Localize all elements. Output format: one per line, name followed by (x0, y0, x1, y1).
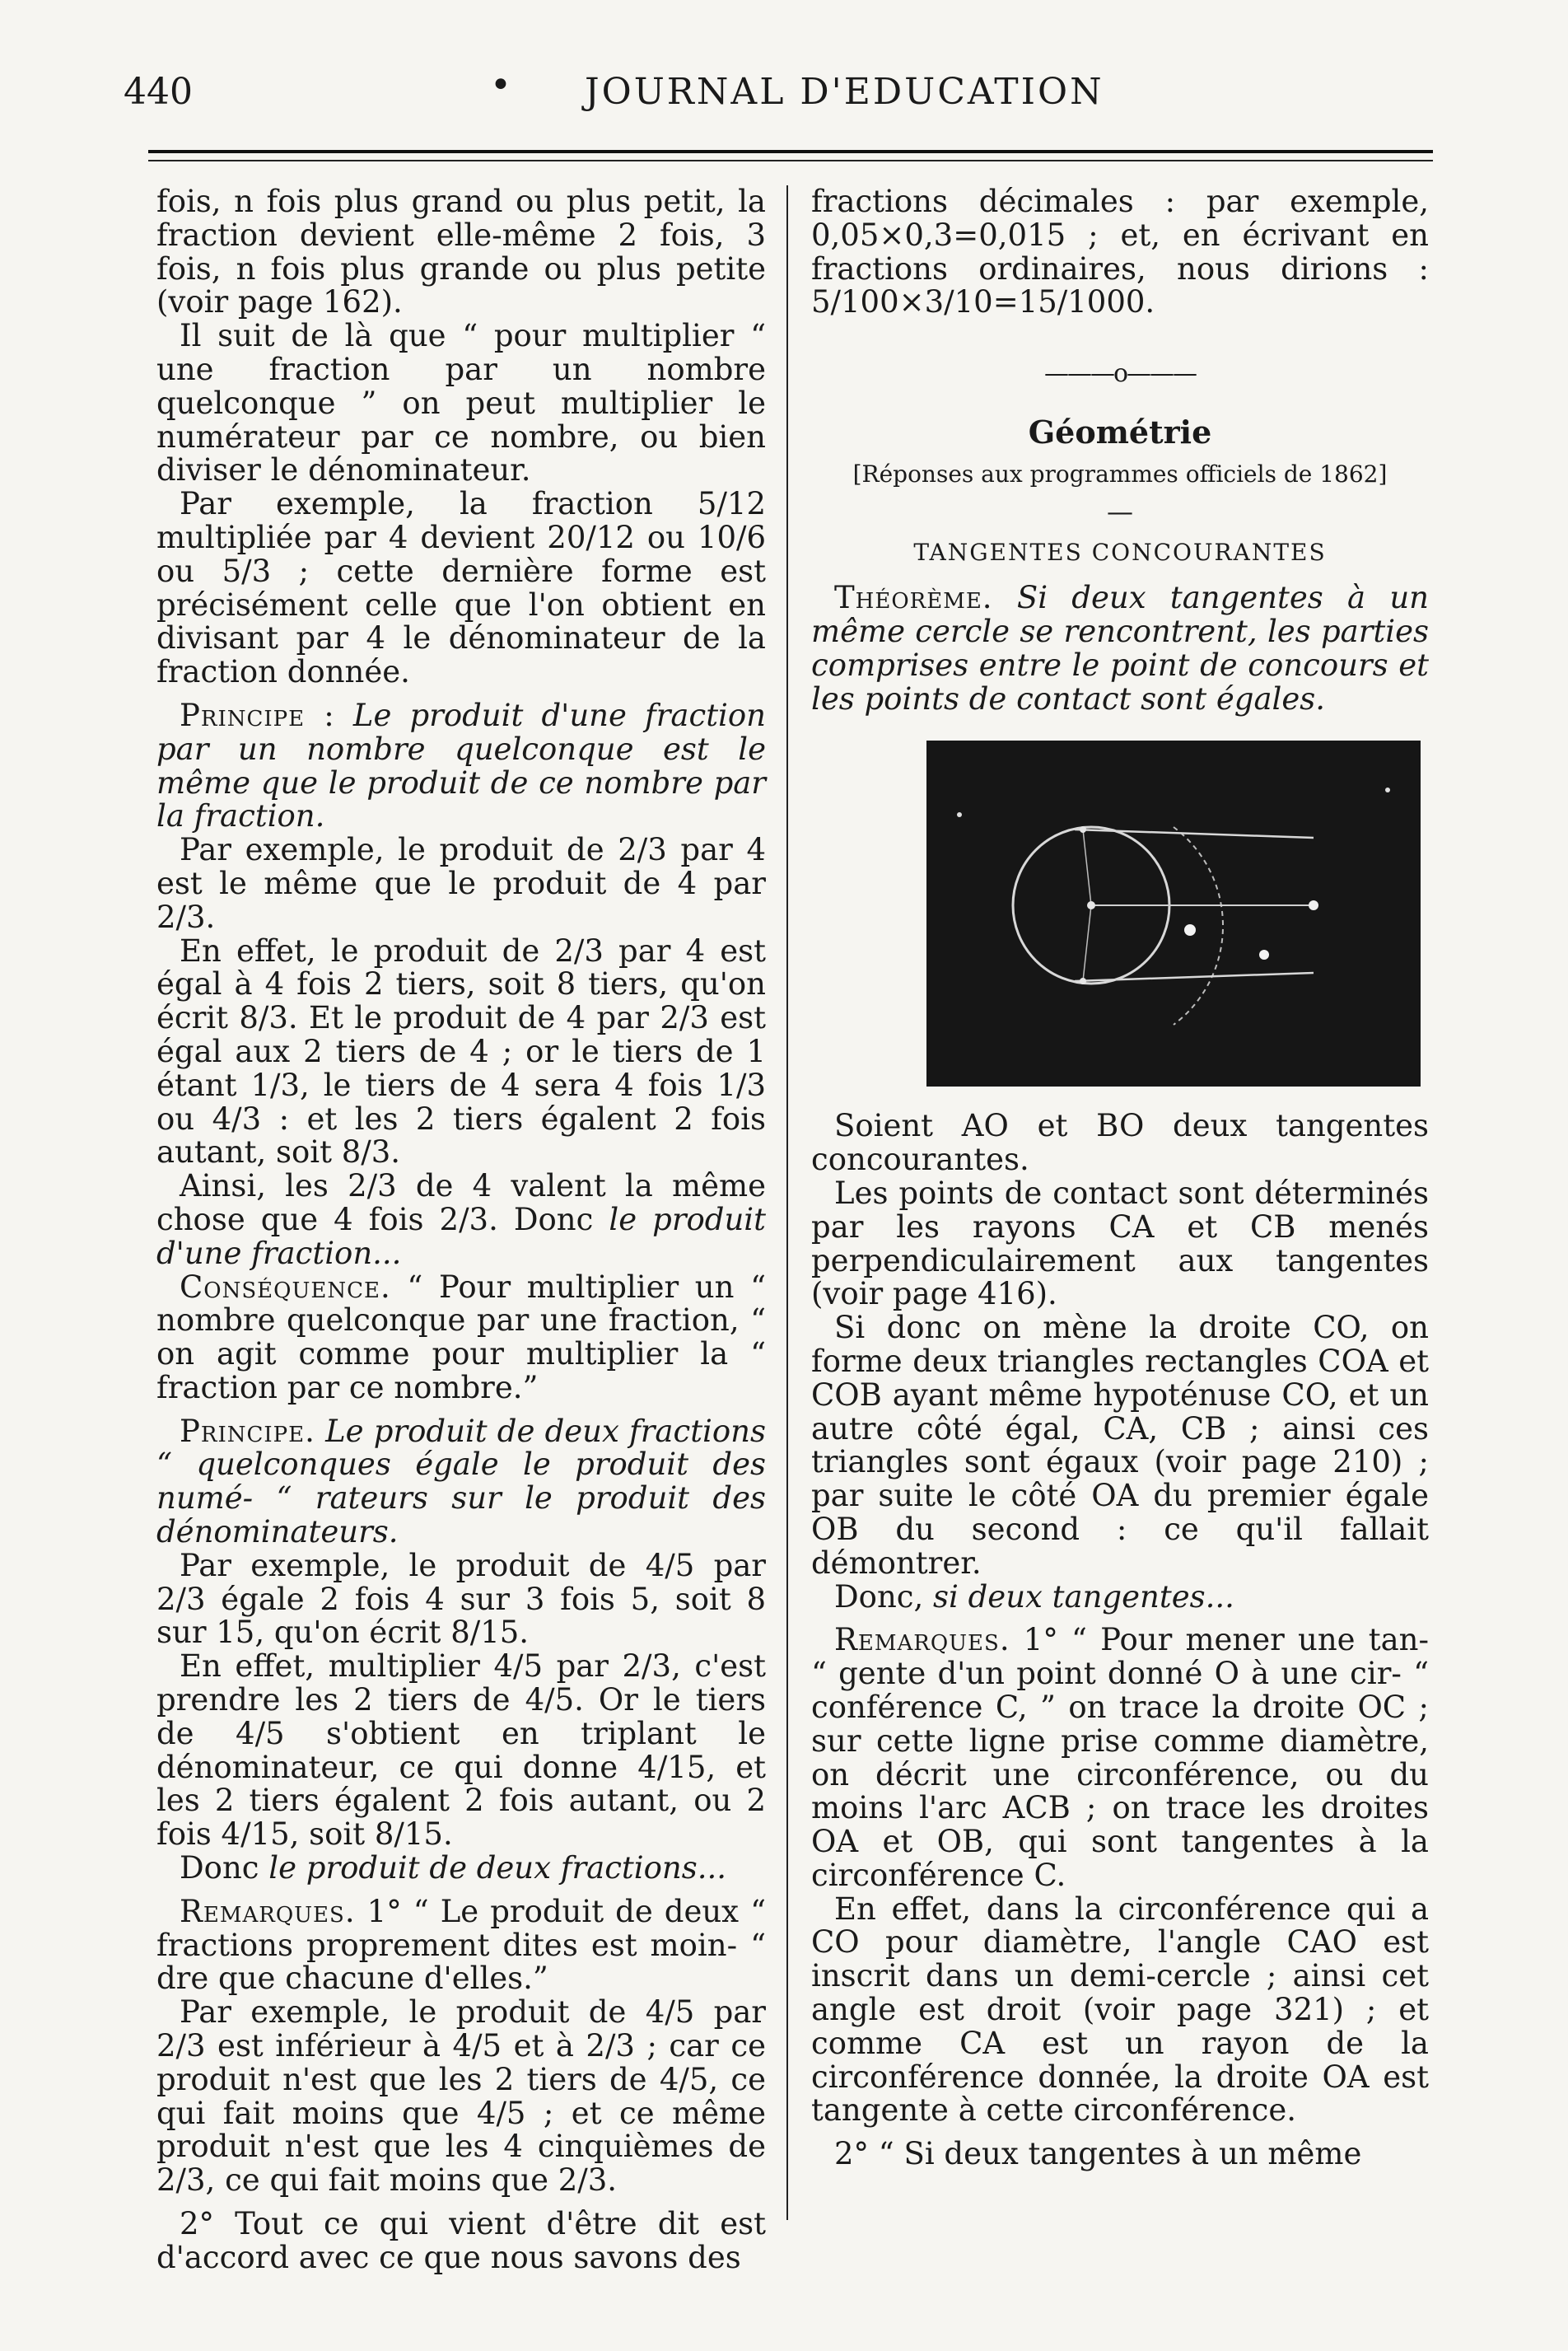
consequence-paragraph (156, 1271, 766, 1405)
paragraph: Soient AO et BO deux tangentes concourantes. (811, 1108, 1429, 1178)
topic-heading: TANGENTES CONCOURANTES (913, 539, 1327, 567)
section-title: Géométrie (1028, 413, 1212, 451)
paragraph (156, 1170, 766, 1270)
paragraph: Par exemple, le produit de 4/5 par 2/3 égale 2 fois 4 sur 3 fois 5, soit 8 sur 15, qu'on écrit 8/15. (156, 1547, 766, 1651)
principle-text: Le produit de deux fractions “ quelconques égale le produit des numé- “ rateurs sur le produit des dénominateurs. (156, 1413, 766, 1550)
journal-title: JOURNAL D'EDUCATION (585, 71, 1104, 113)
paragraph: Les points de contact sont déterminés par les rayons CA et CB menés perpendiculairement aux tangentes (voir page 416). (811, 1175, 1429, 1312)
paragraph: En effet, multiplier 4/5 par 2/3, c'est prendre les 2 tiers de 4/5. Or le tiers de 4/5 s'obtient en triplant le dénominateur, ce qui donne 4/15, et les 2 tiers égalent 2 fois autant, ou 2 fois 4/15, soit 8/15. (156, 1648, 766, 1853)
right-column (811, 185, 1429, 2171)
principle-text: Le produit d'une fraction par un nombre quelconque est le même que le produit de ce nombre par la fraction. (156, 697, 766, 834)
paragraph: 2° “ Si deux tangentes à un même (834, 2136, 1362, 2172)
point-o (1309, 900, 1318, 910)
paragraph: Par exemple, le produit de 2/3 par 4 est le même que le produit de 4 par 2/3. (156, 832, 766, 935)
remarks-paragraph (811, 1624, 1429, 1892)
principle-paragraph (156, 699, 766, 834)
paragraph: En effet, dans la circonférence qui a CO pour diamètre, l'angle CAO est inscrit dans un demi-cercle ; ainsi cet angle est droit (voir page 321) ; et comme CA est un rayon de la circonférence donnée, la droite OA est tangente à cette circonférence. (811, 1891, 1429, 2129)
specks (957, 812, 962, 817)
page-number: 440 (124, 71, 193, 113)
consequence-text: “ Pour multiplier un “ nombre quelconque par une fraction, “ on agit comme pour multiplier la “ fraction par ce nombre.” (156, 1269, 767, 1405)
contact-point-a (1080, 826, 1086, 833)
paragraph: 2° Tout ce qui vient d'être dit est d'accord avec ce que nous savons des (156, 2206, 766, 2275)
section-subtitle: [Réponses aux programmes officiels de 1862] (852, 460, 1388, 488)
tangent-circles-diagram-icon (926, 741, 1421, 1087)
section-dash: — (1107, 495, 1133, 527)
section-ornament: ———o——— (1043, 359, 1197, 389)
paragraph-italic: le produit de deux fractions... (268, 1850, 727, 1886)
center-point-c (1087, 901, 1095, 909)
remarks-text: 1° “ Le produit de deux “ fractions proprement dites est moin- “ dre que chacune d'elles.” (156, 1893, 767, 1997)
construction-arc (1174, 827, 1223, 1025)
remarks-paragraph (156, 1895, 766, 1996)
paragraph (811, 1578, 1429, 1615)
theorem-label: Théorème. (834, 580, 993, 616)
paragraph: Si donc on mène la droite CO, on forme deux triangles rectangles COA et COB ayant même hypoténuse CO, et un autre côté égal, CA, CB ; ainsi ces triangles sont égaux (voir page 210) ; par suite le côté OA du premier égale OB du second : ce qu'il fallait démontrer. (811, 1310, 1429, 1581)
theorem-text: Si deux tangentes à un même cercle se rencontrent, les parties comprises entre le point de concours et les points de contact sont égales. (811, 580, 1429, 717)
paragraph-italic: si deux tangentes... (933, 1578, 1234, 1615)
principle-paragraph (156, 1415, 766, 1549)
radius-ca (1083, 830, 1091, 905)
tangent-line-ao (1075, 830, 1314, 838)
tangent-line-bo (1075, 973, 1314, 981)
remarks-label: Remarques. (180, 1893, 356, 1929)
paragraph-text: Donc (180, 1850, 259, 1886)
paragraph: Il suit de là que “ pour multiplier “ une fraction par un nombre quelconque ” on peut multiplier le numérateur par ce nombre, ou bien diviser le dénominateur. (156, 318, 766, 488)
contact-point-b (1080, 978, 1086, 984)
paragraph: Par exemple, le produit de 4/5 par 2/3 est inférieur à 4/5 et à 2/3 ; car ce produit n'est que les 2 tiers de 4/5, ce qui fait moins que 4/5 ; et ce même produit n'est que les 4 cinquièmes de 2/3, ce qui fait moins que 2/3. (156, 1994, 766, 2199)
paragraph-text: Donc, (834, 1578, 924, 1615)
paragraph-italic: le produit d'une fraction... (156, 1201, 767, 1271)
radius-cb (1083, 905, 1091, 981)
paragraph: fractions décimales : par exemple, 0,05×0,3=0,015 ; et, en écrivant en fractions ordinaires, nous dirions : 5/100×3/10=15/1000. (811, 184, 1429, 320)
column-divider (786, 185, 788, 2220)
tangent-circles-figure (926, 741, 1421, 1087)
header-separator: • (490, 64, 511, 106)
page-header (124, 64, 1425, 122)
paragraph: En effet, le produit de 2/3 par 4 est égal à 4 fois 2 tiers, soit 8 tiers, qu'on écrit 8/3. Et le produit de 4 par 2/3 est égal aux 2 tiers de 4 ; or le tiers de 1 étant 1/3, le tiers de 4 sera 4 fois 1/3 ou 4/3 : et les 2 tiers égalent 2 fois autant, soit 8/3. (156, 932, 766, 1171)
principle-label: Principe : (180, 697, 335, 733)
remarks-text: 1° “ Pour mener une tan- “ gente d'un point donné O à une cir- “ conférence C, ” on trace la droite OC ; sur cette ligne prise comme diamètre, on décrit une circonférence, ou du moins l'arc ACB ; on trace les droites OA et OB, qui sont tangentes à la circonférence C. (811, 1622, 1429, 1893)
header-rule-thick (148, 150, 1433, 153)
paragraph (156, 1852, 766, 1886)
specks (1259, 950, 1269, 960)
specks (1184, 924, 1196, 936)
left-column (156, 185, 766, 2275)
paragraph: Par exemple, la fraction 5/12 multipliée par 4 devient 20/12 ou 10/6 ou 5/3 ; cette dernière forme est précisément celle que l'on obtient en divisant par 4 le dénominateur de la fraction donnée. (156, 486, 766, 690)
specks (1385, 788, 1390, 792)
header-rule-thin (148, 160, 1433, 161)
principle-label: Principe. (180, 1413, 315, 1449)
consequence-label: Conséquence. (180, 1269, 391, 1305)
remarks-label: Remarques. (834, 1622, 1010, 1658)
paragraph-text: Ainsi, les 2/3 de 4 valent la même chose que 4 fois 2/3. Donc (156, 1168, 766, 1237)
paragraph: fois, n fois plus grand ou plus petit, la fraction devient elle-même 2 fois, 3 fois, n fois plus grande ou plus petite (voir page 162). (156, 184, 766, 320)
theorem-paragraph (811, 582, 1429, 716)
